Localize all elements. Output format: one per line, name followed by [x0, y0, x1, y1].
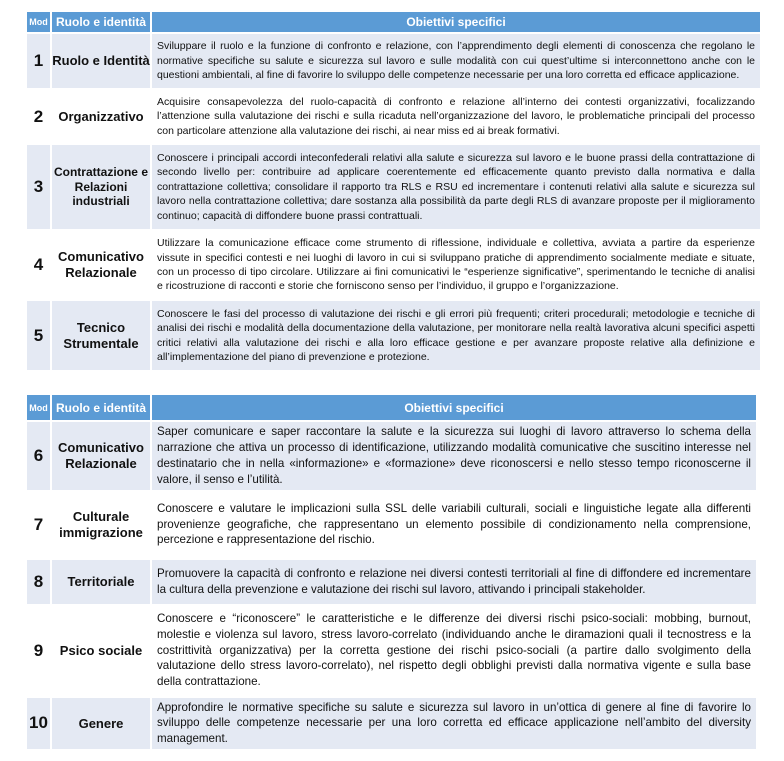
- module-objectives: Acquisire consapevolezza del ruolo-capacità di confronto e relazione all’interno dei contesti organizzativi, focalizzando l’attenzione sulla valutazione dei rischi e sulla ricaduta nell’organizzazione del lavoro, le problematiche principali del processo con particolare attenzione alla valutazione dei rischi, ai near miss ed ai break formativi.: [151, 89, 760, 144]
- table-row: [27, 421, 756, 491]
- module-number: 2: [27, 89, 51, 144]
- module-objectives: Saper comunicare e saper raccontare la salute e la sicurezza sui luoghi di lavoro attraverso lo schema della narrazione che attiva un processo di identificazione, utilizzando modalità comunicative che suscitino interesse nel destinatario che in nella «informazione» e «formazione» deve riconoscersi e nello stesso tempo riconoscerne il valore, il senso e l’utilità.: [151, 421, 756, 491]
- module-name: Culturale immigrazione: [51, 491, 151, 559]
- table-header-row: [27, 12, 760, 33]
- objectives-table-1: [27, 12, 760, 370]
- module-number: 7: [27, 491, 51, 559]
- table-row: [27, 491, 756, 559]
- module-number: 1: [27, 33, 51, 89]
- header-mod: Mod: [27, 12, 51, 33]
- module-name: Contrattazione e Relazioni industriali: [51, 144, 151, 230]
- module-name: Organizzativo: [51, 89, 151, 144]
- module-objectives: Utilizzare la comunicazione efficace come strumento di riflessione, individuale e collettiva, avviata a partire da esperienze vissute in specifici contesti e nei luoghi di lavoro in cui si sviluppano pratiche di apprendimento socialmente mediate e situate, con un processo di tipo circolare. Utilizzare ai fini comunicativi le “esperienze significative”, sperimentando le tecniche di analisi e ricostruzione di racconti e storie che forniscono senso per l’individuo, il gruppo e l’organizzazione.: [151, 230, 760, 300]
- module-objectives: Conoscere e “riconoscere” le caratteristiche e le differenze dei diversi rischi psico-sociali: mobbing, burnout, molestie e violenza sul lavoro, stress lavoro-correlato (individuando anche le diramazioni quali il tecnostress e la costrittività organizzativa) per la corretta gestione dei rischi psico-sociali (a partire dallo svolgimento della valutazione dello stress lavoro-correlato), nel rispetto degli obblighi previsti dalla normativa vigente e sulla base della contrattazione.: [151, 605, 756, 697]
- table-header-row: [27, 395, 756, 421]
- module-name: Tecnico Strumentale: [51, 300, 151, 370]
- module-number: 10: [27, 697, 51, 750]
- module-number: 4: [27, 230, 51, 300]
- header-obiettivi-specifici: Obiettivi specifici: [151, 12, 760, 33]
- table-row: [27, 559, 756, 605]
- module-number: 6: [27, 421, 51, 491]
- module-number: 9: [27, 605, 51, 697]
- table-row: [27, 300, 760, 370]
- header-ruolo-identita: Ruolo e identità: [51, 12, 151, 33]
- header-ruolo-identita: Ruolo e identità: [51, 395, 151, 421]
- module-name: Genere: [51, 697, 151, 750]
- table-row: [27, 144, 760, 230]
- table-row: [27, 33, 760, 89]
- module-objectives: Approfondire le normative specifiche su salute e sicurezza sul lavoro in un’ottica di genere al fine di favorire lo sviluppo delle competenze necessarie per una loro corretta ed efficace applicazione nell’ambito del diversity management.: [151, 697, 756, 750]
- module-name: Psico sociale: [51, 605, 151, 697]
- module-name: Ruolo e Identità: [51, 33, 151, 89]
- module-objectives: Sviluppare il ruolo e la funzione di confronto e relazione, con l’apprendimento degli elementi di conoscenza che regolano le normative specifiche su salute e sicurezza sul lavoro e sulle modalità con cui quest’ultime si interconnettono anche con le questioni ambientali, al fine di favorire lo sviluppo delle competenze necessarie per una loro corretta ed efficace applicazione.: [151, 33, 760, 89]
- module-number: 5: [27, 300, 51, 370]
- module-objectives: Conoscere e valutare le implicazioni sulla SSL delle variabili culturali, sociali e linguistiche legate alla differenti provenienze geografiche, che rappresentano un elemento possibile di condizionamento nella comprensione, percezione e rappresentazione del rischio.: [151, 491, 756, 559]
- module-name: Territoriale: [51, 559, 151, 605]
- module-number: 8: [27, 559, 51, 605]
- module-objectives: Conoscere le fasi del processo di valutazione dei rischi e gli errori più frequenti; criteri procedurali; metodologie e tecniche di analisi dei rischi e modalità della documentazione della valutazione, per monitorare nella realtà lavorativa alcuni specifici aspetti critici relativi alla valutazione dei rischi e alla loro efficace gestione e per avanzare proposte relative alla definizione e all’implementazione del piano di prevenzione e protezione.: [151, 300, 760, 370]
- table-row: [27, 605, 756, 697]
- module-name: Comunicativo Relazionale: [51, 421, 151, 491]
- module-objectives: Conoscere i principali accordi inteconfederali relativi alla salute e sicurezza sul lavoro e le buone prassi della contrattazione di secondo livello per: contribuire ad applicare coerentemente ed efficacemente quanto previsto dalla normativa e dalla contrattazione collettiva; consolidare il rapporto tra RLS e RSU ed incrementare i contenuti relativi alla salute e sicurezza sul lavoro nella contrattazione collettiva; dare sostanza alla possibilità da parte degli RLS di avanzare proposte per il miglioramento continuo; capacità di diffondere buone prassi contrattuali.: [151, 144, 760, 230]
- table-row: [27, 89, 760, 144]
- header-mod: Mod: [27, 395, 51, 421]
- module-name: Comunicativo Relazionale: [51, 230, 151, 300]
- header-obiettivi-specifici: Obiettivi specifici: [151, 395, 756, 421]
- module-number: 3: [27, 144, 51, 230]
- table-row: [27, 697, 756, 750]
- module-objectives: Promuovere la capacità di confronto e relazione nei diversi contesti territoriali al fine di diffondere ed incrementare la cultura della prevenzione e valutazione dei rischi sul lavoro, attivando i principali stakeholder.: [151, 559, 756, 605]
- objectives-table-2: [27, 395, 756, 749]
- table-row: [27, 230, 760, 300]
